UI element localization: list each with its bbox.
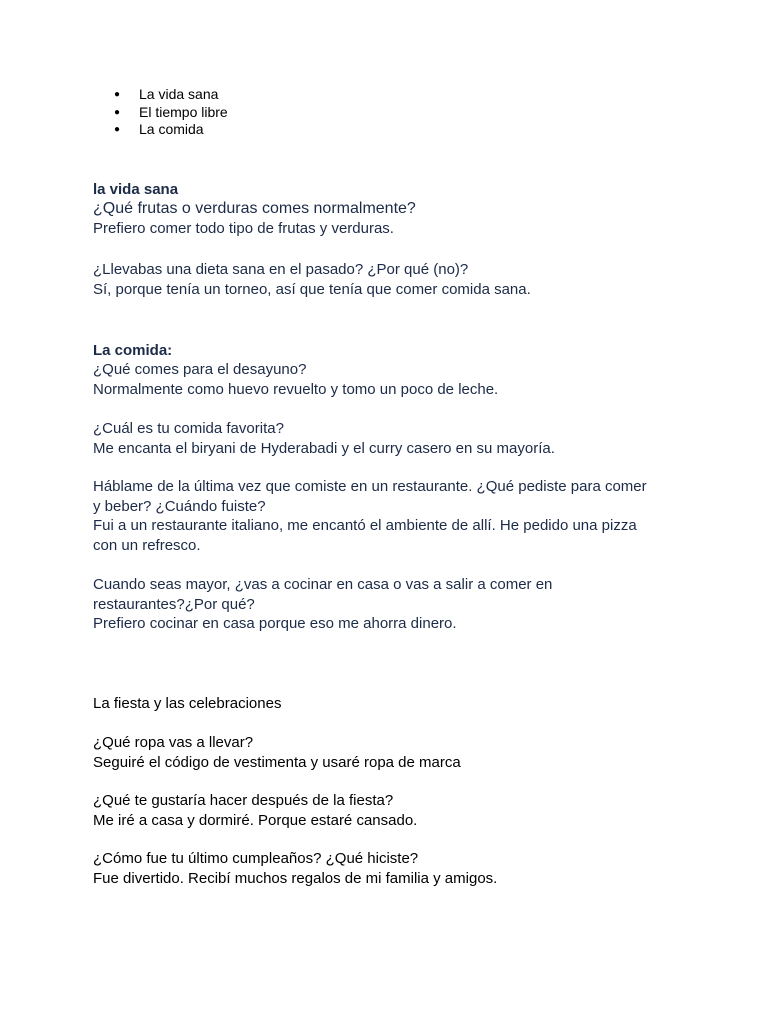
answer: Fue divertido. Recibí muchos regalos de mi familia y amigos. <box>93 869 498 887</box>
question: ¿Qué comes para el desayuno? <box>93 361 307 378</box>
section-comida <box>93 341 683 399</box>
qa-pair <box>93 733 683 772</box>
section-heading: la vida sana <box>93 181 179 198</box>
section-heading: La comida: <box>93 342 173 359</box>
answer: Me encanta el biryani de Hyderabadi y el curry casero en su mayoría. <box>93 439 555 457</box>
question: ¿Qué ropa vas a llevar? <box>93 734 254 751</box>
answer-line: Fui a un restaurante italiano, me encantó el ambiente de allí. He pedido una pizza <box>93 517 637 534</box>
question-line: y beber? ¿Cuándo fuiste? <box>93 497 266 515</box>
question: ¿Qué frutas o verduras comes normalmente? <box>93 200 416 217</box>
question-line: Cuando seas mayor, ¿vas a cocinar en casa o vas a salir a comer en <box>93 576 553 593</box>
qa-pair <box>93 849 683 888</box>
section-vida-sana <box>93 180 683 239</box>
answer: Me iré a casa y dormiré. Porque estaré cansado. <box>93 811 418 829</box>
qa-pair <box>93 477 683 555</box>
section-fiesta <box>93 694 683 714</box>
topic-list-item: ● La comida <box>112 121 228 139</box>
question-line: Háblame de la última vez que comiste en un restaurante. ¿Qué pediste para comer <box>93 478 647 495</box>
question: ¿Qué te gustaría hacer después de la fiesta? <box>93 792 394 809</box>
question: ¿Cómo fue tu último cumpleaños? ¿Qué hiciste? <box>93 850 419 867</box>
topic-list <box>112 86 228 139</box>
question-line: restaurantes?¿Por qué? <box>93 595 255 613</box>
topic-list-item: ● La vida sana <box>112 86 228 104</box>
qa-pair <box>93 791 683 830</box>
qa-pair <box>93 260 683 299</box>
answer: Seguiré el código de vestimenta y usaré ropa de marca <box>93 753 461 771</box>
answer: Prefiero comer todo tipo de frutas y verduras. <box>93 220 394 237</box>
answer: Prefiero cocinar en casa porque eso me ahorra dinero. <box>93 615 457 632</box>
section-heading: La fiesta y las celebraciones <box>93 695 282 712</box>
question: ¿Llevabas una dieta sana en el pasado? ¿Por qué (no)? <box>93 261 469 278</box>
answer-line: con un refresco. <box>93 536 201 554</box>
answer: Sí, porque tenía un torneo, así que tenía que comer comida sana. <box>93 280 531 298</box>
answer: Normalmente como huevo revuelto y tomo un poco de leche. <box>93 380 499 398</box>
topic-list-item: ● El tiempo libre <box>112 104 228 122</box>
question: ¿Cuál es tu comida favorita? <box>93 420 284 437</box>
qa-pair <box>93 419 683 458</box>
qa-pair <box>93 575 683 634</box>
